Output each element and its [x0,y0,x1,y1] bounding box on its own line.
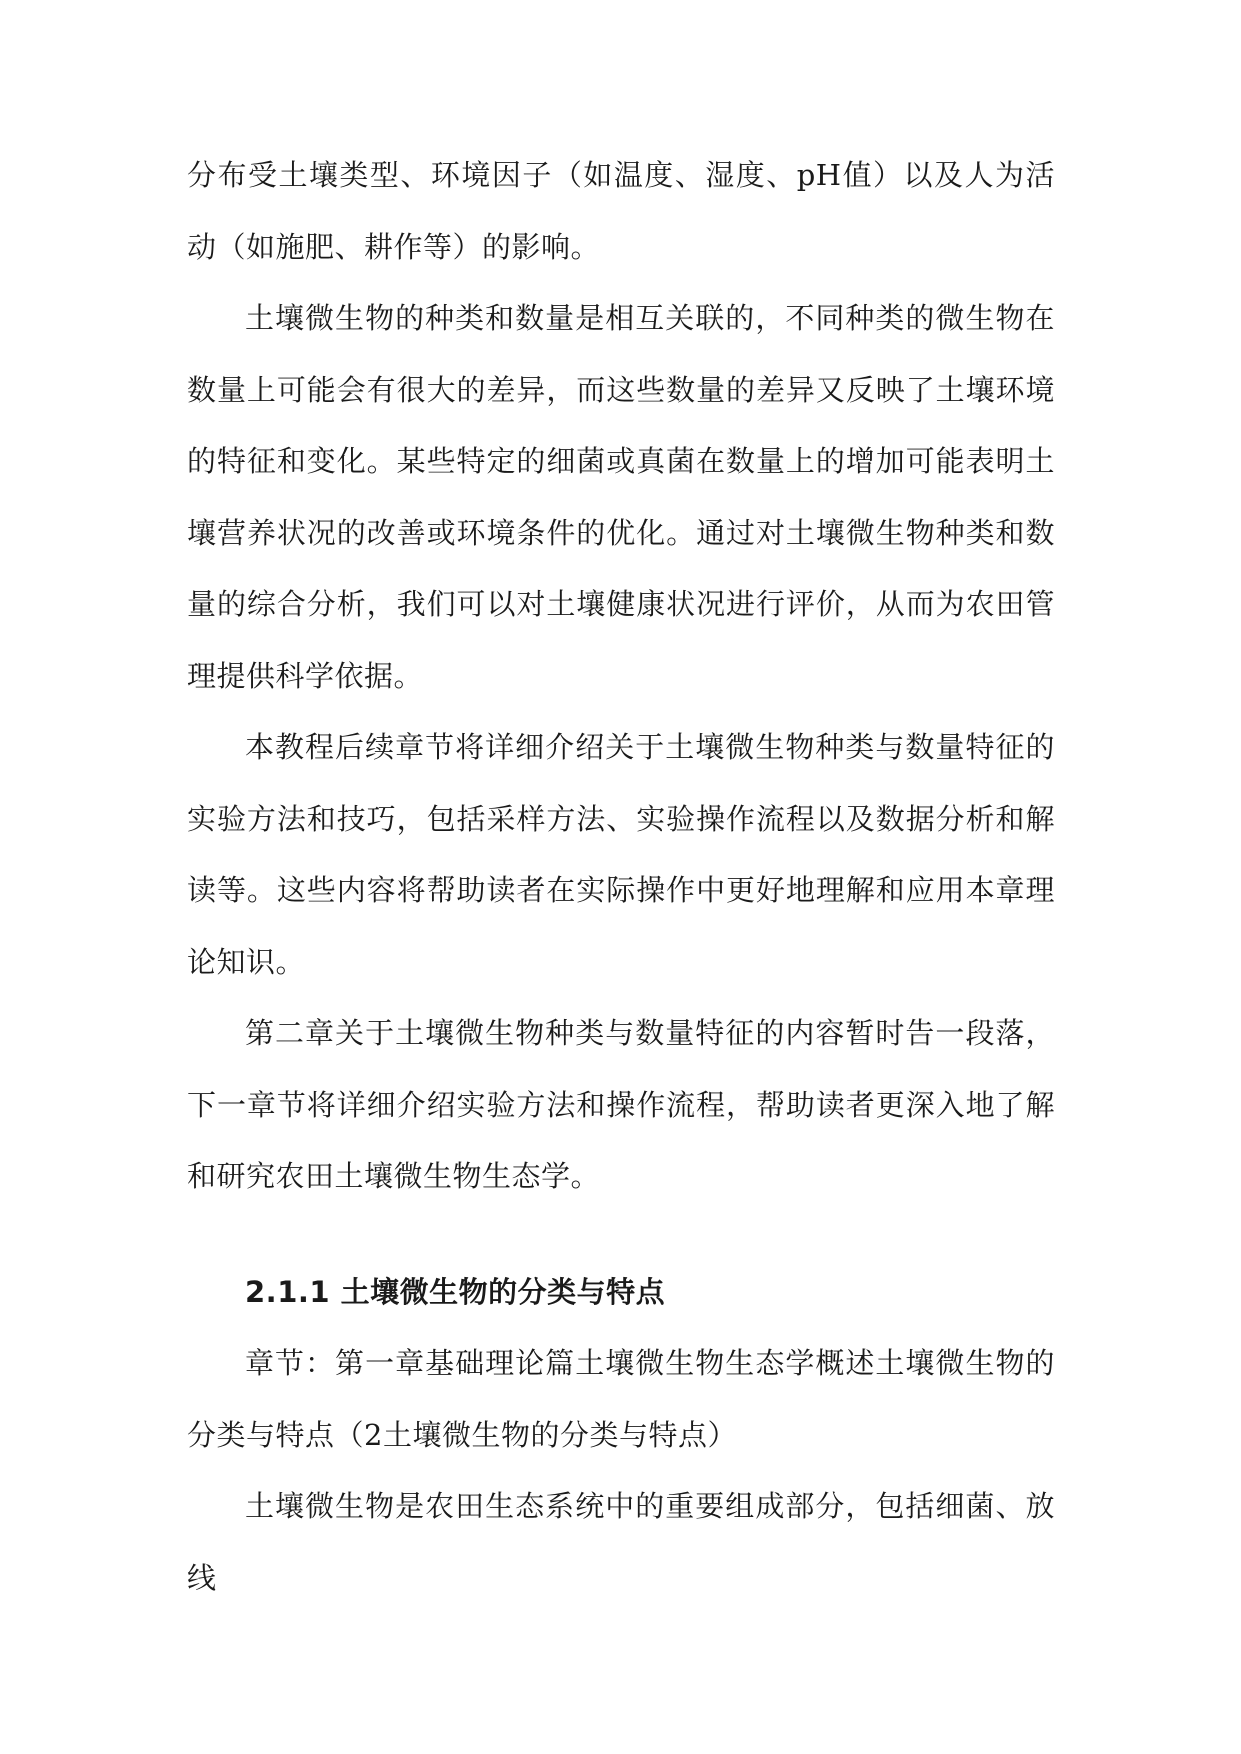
paragraph-section-intro: 土壤微生物是农田生态系统中的重要组成部分，包括细菌、放线 [187,1489,1055,1595]
paragraph-tutorial-outline: 本教程后续章节将详细介绍关于土壤微生物种类与数量特征的实验方法和技巧，包括采样方法、实验操作流程以及数据分析和解读等。这些内容将帮助读者在实际操作中更好地理解和应用本章理论知识。 [187,730,1055,979]
section-heading: 2.1.1 土壤微生物的分类与特点 [245,1274,666,1309]
paragraph-chapter-summary: 第二章关于土壤微生物种类与数量特征的内容暂时告一段落，下一章节将详细介绍实验方法和操作流程，帮助读者更深入地了解和研究农田土壤微生物生态学。 [187,1016,1055,1193]
paragraph-section-chapter-ref: 章节：第一章基础理论篇土壤微生物生态学概述土壤微生物的分类与特点（2土壤微生物的分类与特点） [187,1346,1055,1452]
paragraph-species-quantity: 土壤微生物的种类和数量是相互关联的，不同种类的微生物在数量上可能会有很大的差异，而这些数量的差异又反映了土壤环境的特征和变化。某些特定的细菌或真菌在数量上的增加可能表明土壤营养状况的改善或环境条件的优化。通过对土壤微生物种类和数量的综合分析，我们可以对土壤健康状况进行评价，从而为农田管理提供科学依据。 [187,301,1055,693]
document-page [187,140,1055,1614]
paragraph-distribution-factors: 分布受土壤类型、环境因子（如温度、湿度、pH值）以及人为活动（如施肥、耕作等）的影响。 [187,158,1055,264]
